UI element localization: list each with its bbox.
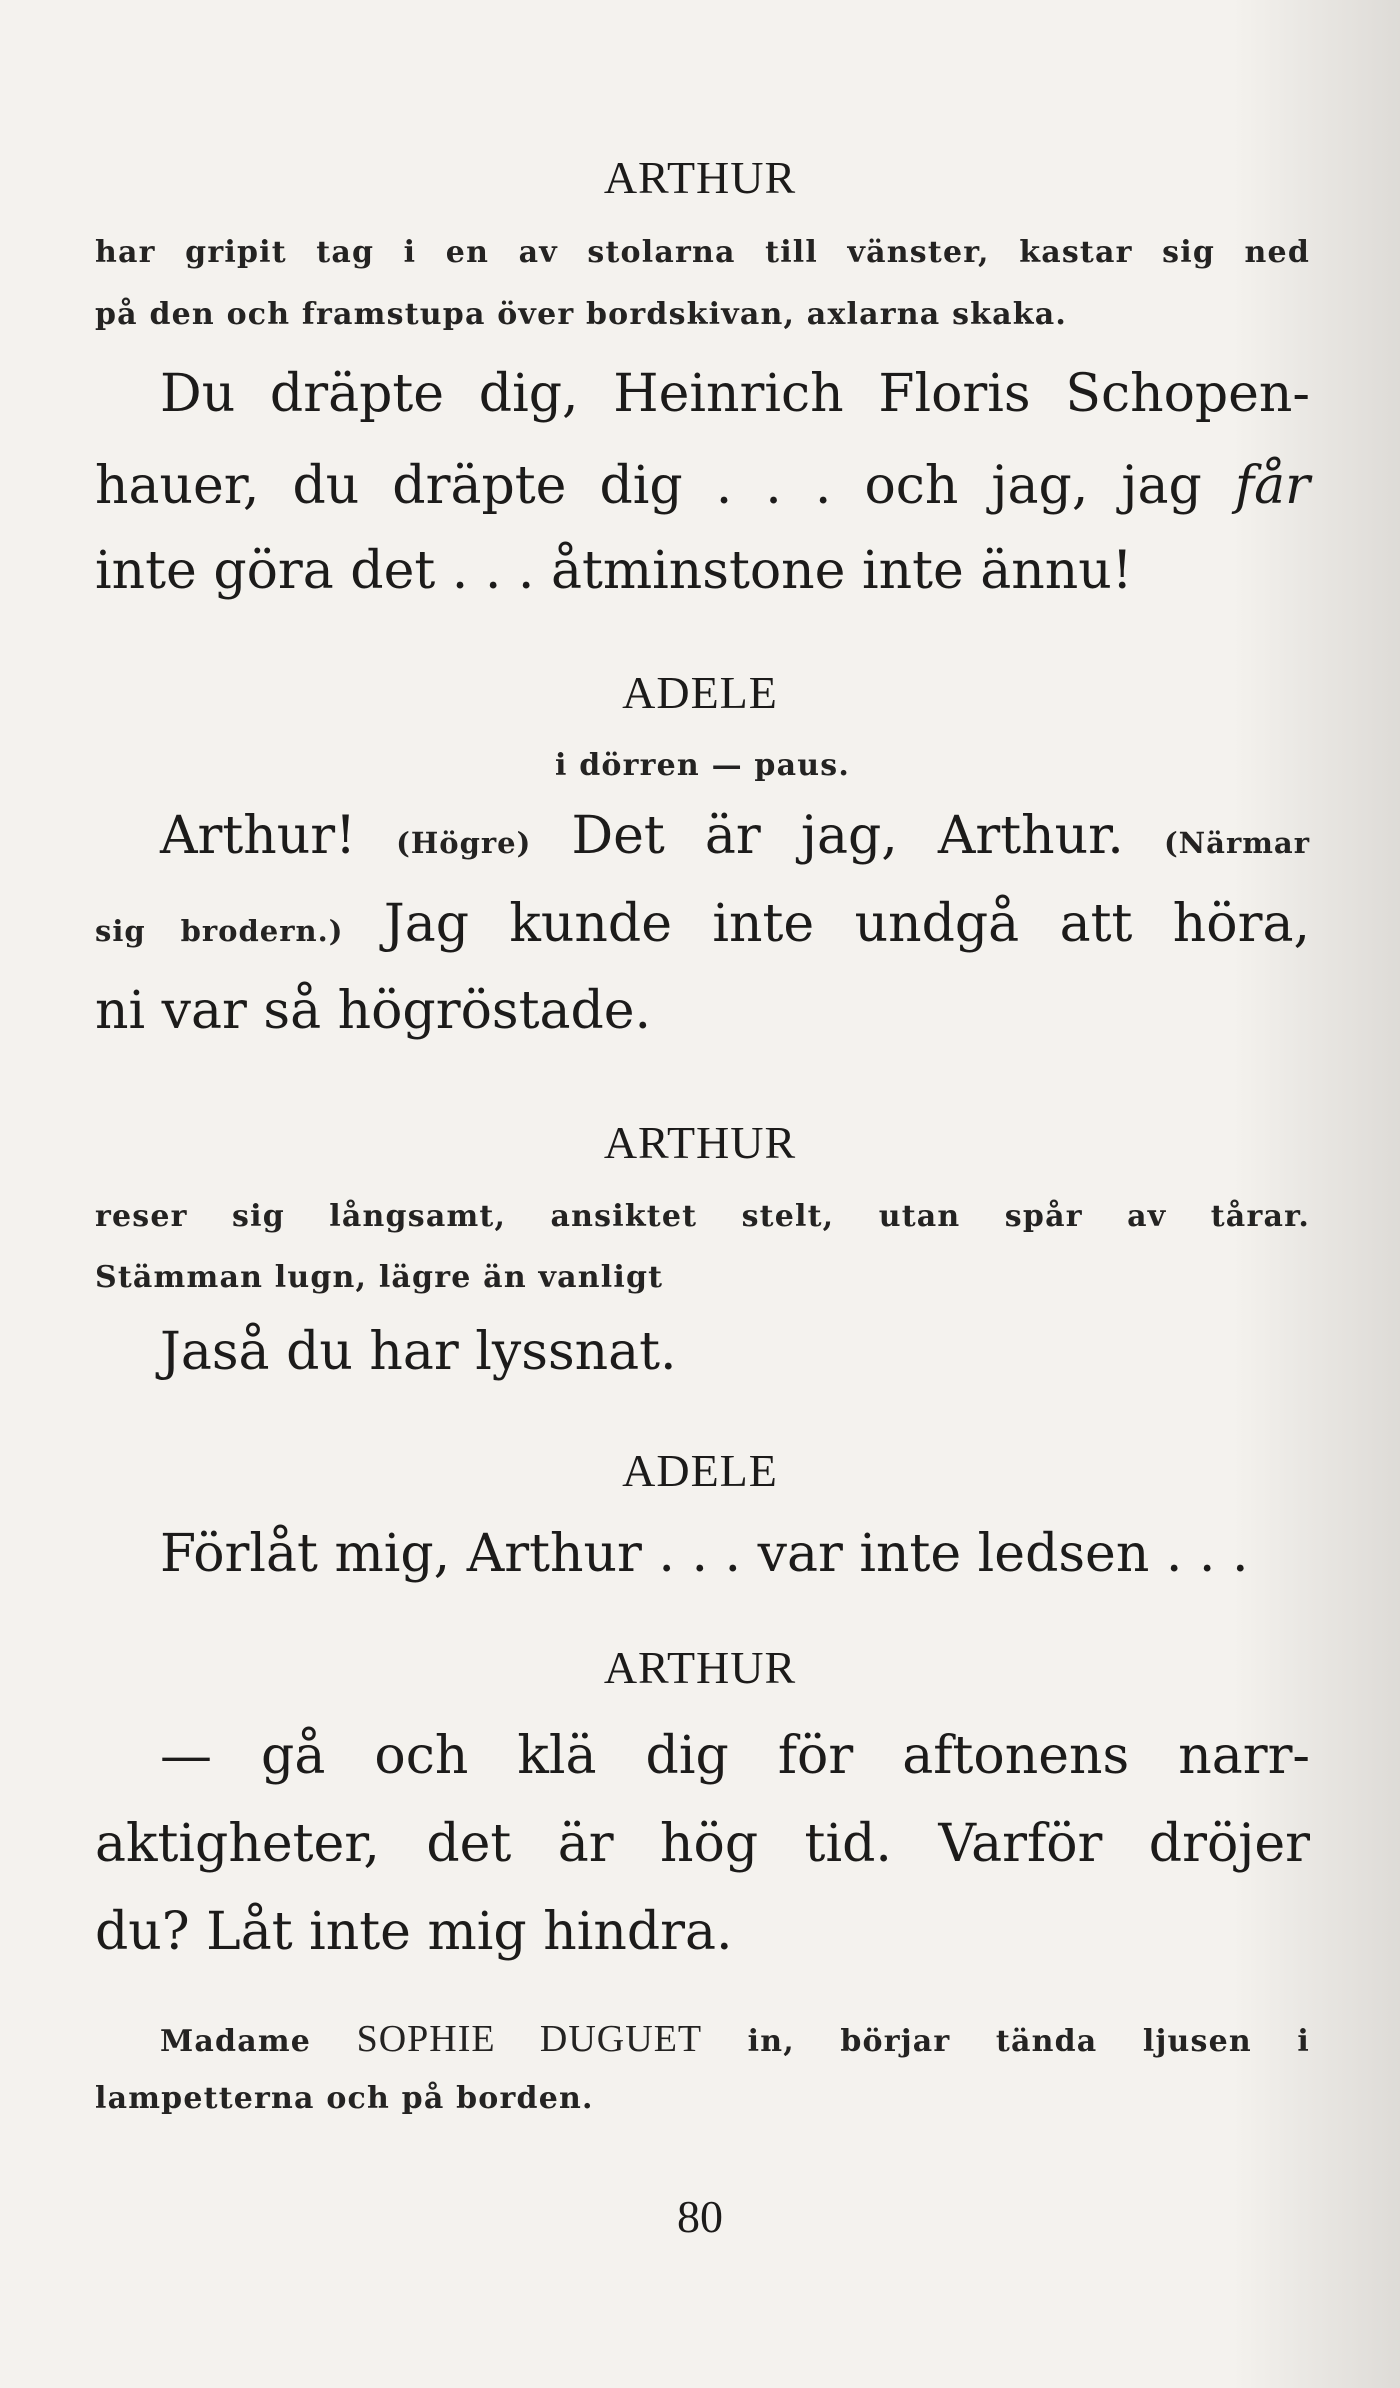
stage-direction: Stämman lugn, lägre än vanligt <box>95 1260 664 1295</box>
speech-line: Du dräpte dig, Heinrich Floris Schopen- <box>160 364 1310 424</box>
speech-line: Förlåt mig, Arthur . . . var inte ledsen . . . <box>160 1524 1249 1584</box>
speech-line <box>95 894 1310 954</box>
speech-line: — gå och klä dig för aftonens narr- <box>160 1726 1310 1786</box>
speech-line: aktigheter, det är hög tid. Varför dröjer <box>95 1814 1310 1874</box>
speech-line: du? Låt inte mig hindra. <box>95 1902 733 1962</box>
speaker-adele-1: ADELE <box>622 667 778 718</box>
inline-stage-direction: (Högre) <box>396 826 532 860</box>
speaker-adele-2: ADELE <box>622 1445 778 1496</box>
stage-text: Madame <box>160 2024 357 2059</box>
stage-text: in, börjar tända ljusen i <box>702 2024 1310 2059</box>
inline-stage-direction: (Närmar <box>1163 826 1310 860</box>
speech-text: Arthur! <box>160 806 357 866</box>
inline-stage-direction: sig brodern.) <box>95 914 344 948</box>
speech-text: Jag kunde inte undgå att höra, <box>383 894 1310 954</box>
speech-line: ni var så högröstade. <box>95 981 652 1041</box>
page-number: 80 <box>677 2191 723 2242</box>
speaker-arthur-2: ARTHUR <box>603 1117 797 1168</box>
speech-line: inte göra det . . . åtminstone inte ännu! <box>95 541 1133 601</box>
speech-text: Det är jag, Arthur. <box>571 806 1124 866</box>
stage-direction: i dörren — paus. <box>555 748 850 783</box>
stage-direction: på den och framstupa över bordskivan, axlarna skaka. <box>95 297 1068 332</box>
stage-direction: har gripit tag i en av stolarna till vänster, kastar sig ned <box>95 235 1310 270</box>
stage-direction: reser sig långsamt, ansiktet stelt, utan spår av tårar. <box>95 1199 1310 1234</box>
speaker-arthur-1: ARTHUR <box>603 152 797 203</box>
speech-line <box>160 806 1310 866</box>
stage-direction: lampetterna och på borden. <box>95 2081 594 2116</box>
speaker-arthur-3: ARTHUR <box>603 1642 797 1693</box>
stage-direction <box>160 2020 1310 2058</box>
speech-line: Jaså du har lyssnat. <box>160 1322 677 1382</box>
speech-line <box>95 456 1310 516</box>
character-name: SOPHIE DUGUET <box>356 2018 703 2060</box>
speech-text: hauer, du dräpte dig . . . och jag, jag <box>95 456 1235 516</box>
emphasis-text: får <box>1234 456 1310 516</box>
